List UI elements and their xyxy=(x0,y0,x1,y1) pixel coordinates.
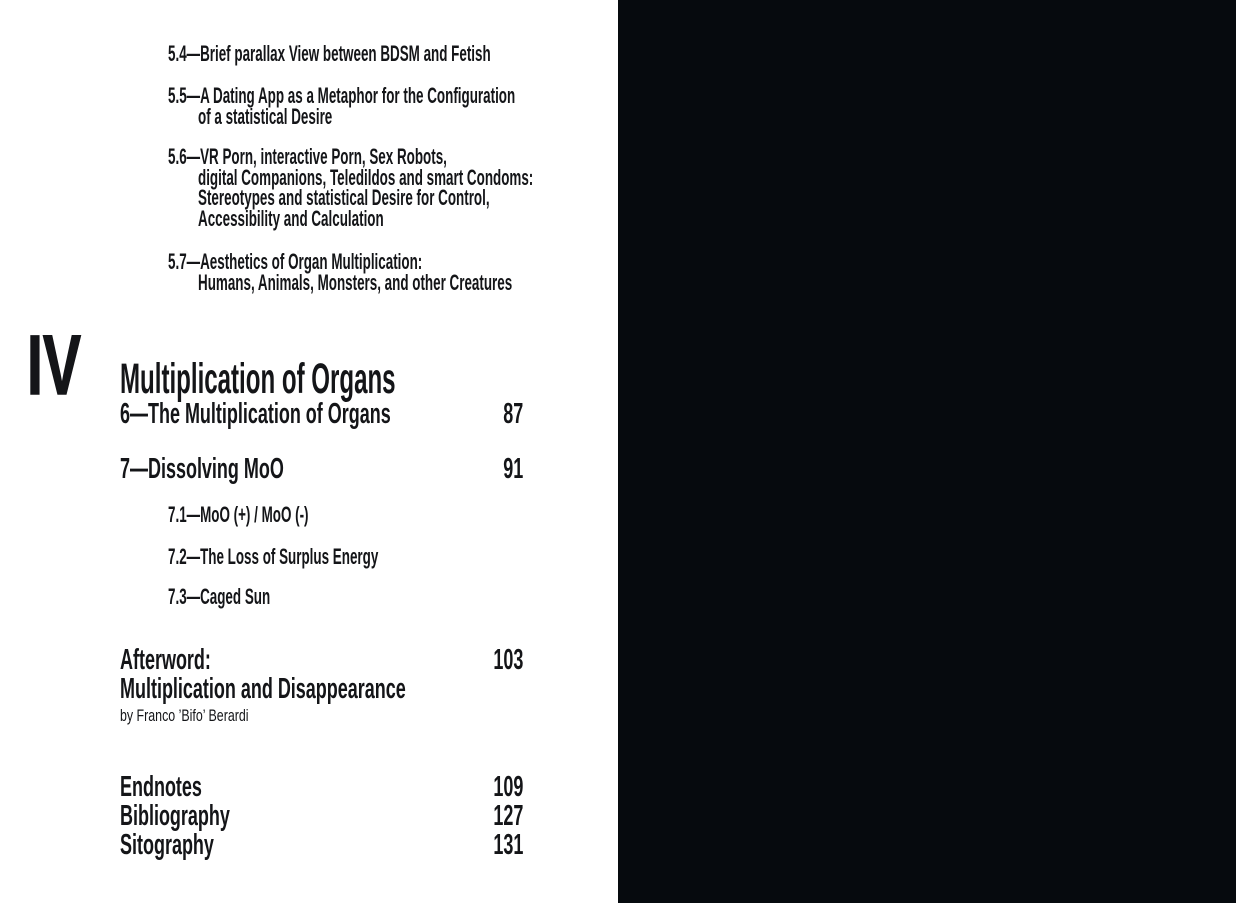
toc-afterword-title-line xyxy=(120,675,581,704)
toc-backmatter-title xyxy=(120,831,271,860)
toc-backmatter-page-number-text: 131 xyxy=(492,829,523,861)
toc-subsection-text: Humans, Animals, Monsters, and other Creatures xyxy=(198,269,513,295)
toc-subsection-text: of a statistical Desire xyxy=(198,103,333,129)
toc-subsection-line xyxy=(168,544,513,569)
toc-backmatter-page-number-text: 109 xyxy=(492,771,523,803)
toc-subsection-7-3 xyxy=(168,584,335,609)
toc-subsection-text: Accessibility and Calculation xyxy=(198,205,384,231)
part-numeral xyxy=(27,318,106,412)
toc-subsection-line xyxy=(168,502,398,527)
toc-subsection-7-2 xyxy=(168,544,513,569)
black-facing-page xyxy=(618,0,1236,903)
toc-subsection-text: digital Companions, Teledildos and smart Condoms: xyxy=(198,164,534,190)
toc-subsection-line xyxy=(168,584,335,609)
toc-chapter-page-number-text: 87 xyxy=(502,398,523,430)
toc-backmatter-title xyxy=(120,773,252,802)
toc-subsection-text: 5.5—A Dating App as a Metaphor for the Configuration xyxy=(168,83,516,108)
toc-chapter-title xyxy=(120,455,384,484)
toc-chapter-page-number xyxy=(491,400,523,429)
part-numeral-text: IV xyxy=(27,318,81,412)
toc-subsection-text: 7.2—The Loss of Surplus Energy xyxy=(168,544,379,569)
toc-chapter-title-text: 6—The Multiplication of Organs xyxy=(120,398,391,430)
toc-afterword-byline xyxy=(120,706,296,726)
toc-afterword-title-text: Multiplication and Disappearance xyxy=(120,673,406,705)
toc-chapter-page-number-text: 91 xyxy=(502,453,523,485)
part-title-text: Multiplication of Organs xyxy=(120,354,396,403)
toc-backmatter-page-number-text: 127 xyxy=(492,800,523,832)
toc-subsection-text: 7.1—MoO (+) / MoO (-) xyxy=(168,502,309,527)
toc-backmatter-title-text: Bibliography xyxy=(120,800,230,832)
toc-chapter-page-number xyxy=(491,455,523,484)
toc-subsection-7-1 xyxy=(168,502,398,527)
toc-subsection-text: 7.3—Caged Sun xyxy=(168,584,271,609)
part-title xyxy=(120,354,612,403)
toc-backmatter-page-number xyxy=(475,802,523,831)
toc-afterword-page-number-text: 103 xyxy=(492,644,523,676)
toc-backmatter-title-text: Sitography xyxy=(120,829,214,861)
toc-backmatter-page-number xyxy=(475,773,523,802)
toc-afterword-byline-text: by Franco ’Bifo’ Berardi xyxy=(120,706,249,725)
toc-subsection-text: 5.4—Brief parallax View between BDSM and Fetish xyxy=(168,41,491,66)
toc-backmatter-title-text: Endnotes xyxy=(120,771,202,803)
toc-backmatter-title xyxy=(120,802,297,831)
toc-subsection-text: Stereotypes and statistical Desire for Control, xyxy=(198,185,490,210)
toc-subsection-text: 5.7—Aesthetics of Organ Multiplication: xyxy=(168,249,423,274)
toc-chapter-title-text: 7—Dissolving MoO xyxy=(120,453,284,485)
toc-backmatter-page-number xyxy=(475,831,523,860)
toc-afterword-page-number xyxy=(475,646,523,675)
toc-subsection-text: 5.6—VR Porn, interactive Porn, Sex Robots, xyxy=(168,144,447,169)
toc-afterword-title-text: Afterword: xyxy=(120,644,211,676)
